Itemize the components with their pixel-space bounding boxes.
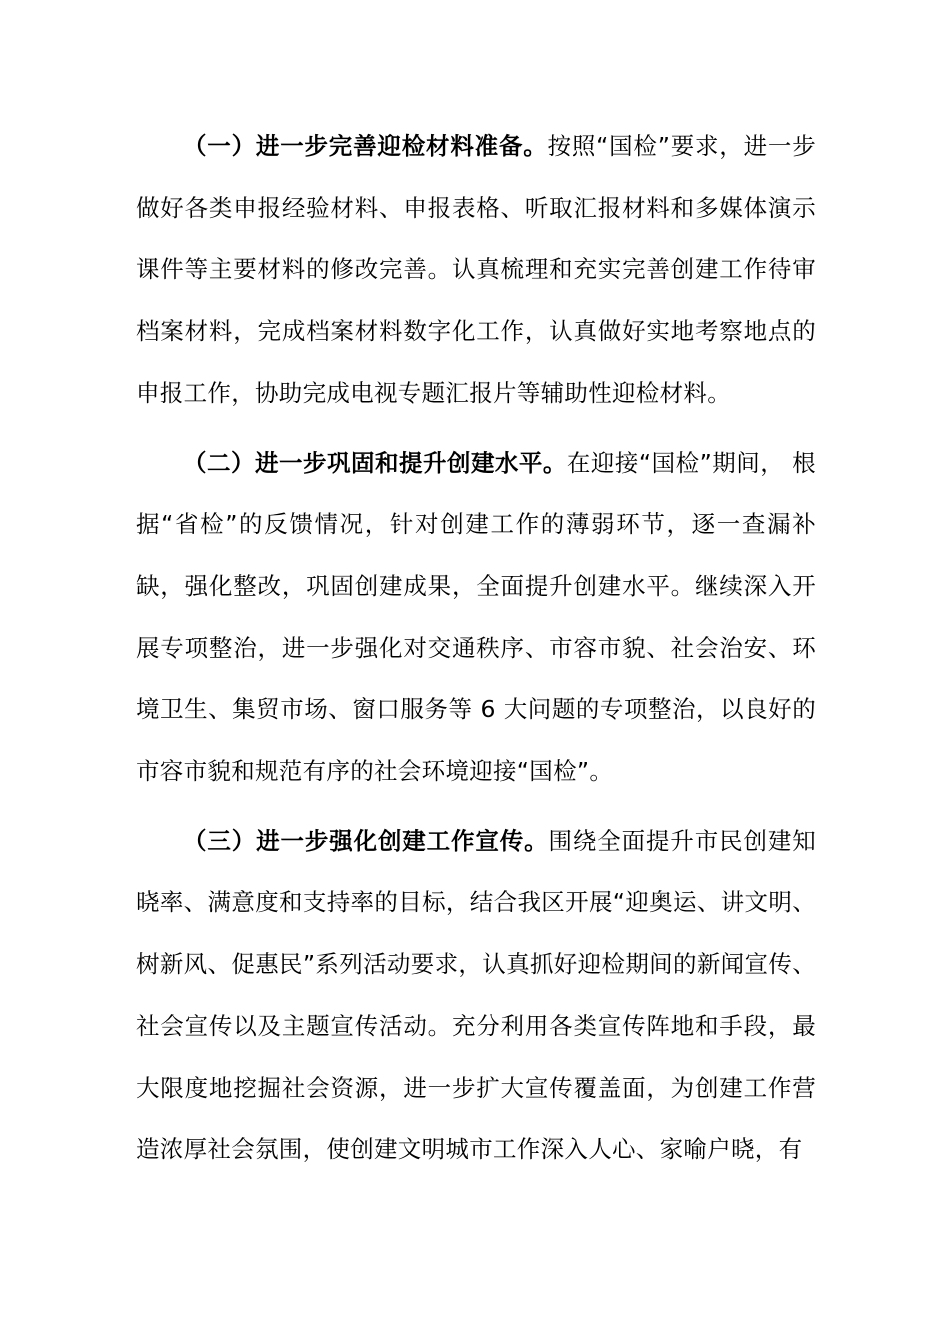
paragraph-2 xyxy=(136,433,816,803)
paragraph-3 xyxy=(136,811,816,1181)
paragraph-3-body: 围绕全面提升市民创建知晓率、满意度和支持率的目标，结合我区开展“迎奥运、讲文明、树新风、促惠民”系列活动要求，认真抓好迎检期间的新闻宣传、社会宣传以及主题宣传活动。充分利用各类宣传阵地和手段，最大限度地挖掘社会资源，进一步扩大宣传覆盖面，为创建工作营造浓厚社会氛围，使创建文明城市工作深入人心、家喻户晓，有 xyxy=(136,826,816,1164)
paragraph-2-heading: （二）进一步巩固和提升创建水平。 xyxy=(183,448,567,477)
paragraph-3-heading: （三）进一步强化创建工作宣传。 xyxy=(183,826,549,855)
paragraph-1-heading: （一）进一步完善迎检材料准备。 xyxy=(183,132,548,160)
document-page xyxy=(136,116,816,1189)
paragraph-2-body: 在迎接“国检”期间， 根据“省检”的反馈情况，针对创建工作的薄弱环节，逐一查漏补缺，强化整改，巩固创建成果，全面提升创建水平。继续深入开展专项整治，进一步强化对交通秩序、市容市貌、社会治安、环境卫生、集贸市场、窗口服务等 6 大问题的专项整治，以良好的市容市貌和规范有序的社会环境迎接“国检”。 xyxy=(136,448,816,786)
paragraph-1 xyxy=(136,116,816,425)
paragraph-1-body: 按照“国检”要求，进一步做好各类申报经验材料、申报表格、听取汇报材料和多媒体演示课件等主要材料的修改完善。认真梳理和充实完善创建工作待审档案材料，完成档案材料数字化工作，认真做好实地考察地点的申报工作，协助完成电视专题汇报片等辅助性迎检材料。 xyxy=(136,132,816,407)
